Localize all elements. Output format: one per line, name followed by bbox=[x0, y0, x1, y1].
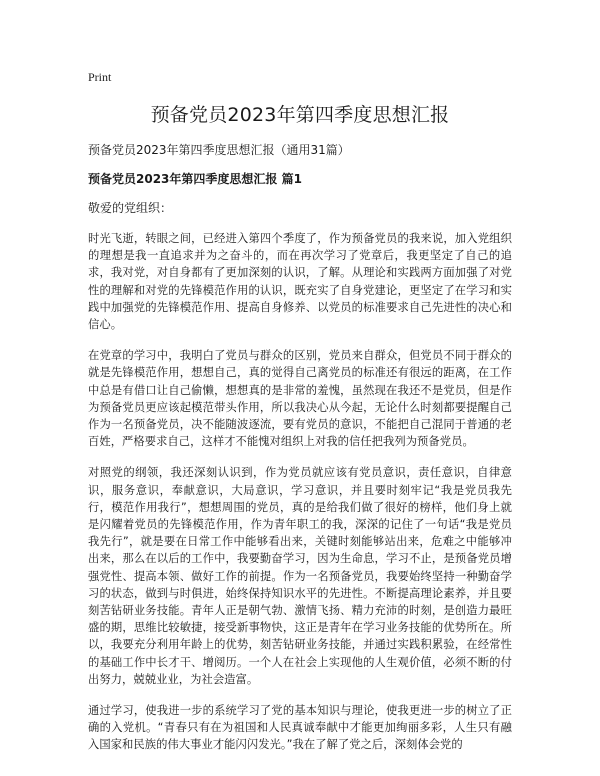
section-heading: 预备党员2023年第四季度思想汇报 篇1 bbox=[88, 172, 302, 186]
greeting-line: 敬爱的党组织： bbox=[88, 201, 173, 215]
body-paragraph: 在党章的学习中，我明白了党员与群众的区别，党员来自群众，但党员不同于群众的就是先锋模范作用，想想自己，真的觉得自己离党员的标准还有很远的距离，在工作中总是有借口让自己偷懒，想想真的是非常的羞愧，虽然现在我还不是党员，但是作为预备党员更应该起模范带头作用，所以我决心从今起，无论什么时刻都要提醒自己作为一名预备党员，决不能随波逐流，要有党员的意识，不能把自己混同于普通的老百姓，严格要求自己，这样才不能愧对组织上对我的信任把我列为预备党员。 bbox=[88, 349, 512, 449]
document-title: 预备党员2023年第四季度思想汇报 bbox=[150, 104, 450, 126]
body-paragraph: 时光飞逝，转眼之间，已经进入第四个季度了，作为预备党员的我来说，加入党组织的理想是我一直追求并为之奋斗的，而在再次学习了党章后，我更坚定了自己的追求，我对党，对自身都有了更加深刻的认识，了解。从理论和实践两方面加强了对党性的理解和对党的先锋模范作用的认识，既充实了自身党建论，更坚定了在学习和实践中加强党的先锋模范作用、提高自身修养、以党员的标准要求自己先进性的决心和信心。 bbox=[88, 232, 512, 332]
body-paragraph: 通过学习，使我进一步的系统学习了党的基本知识与理论，使我更进一步的树立了正确的入党机。“青春只有在为祖国和人民真诚奉献中才能更加绚丽多彩，人生只有融入国家和民族的伟大事业才能闪闪发光。”我在了解了党之后，深刻体会党的 bbox=[88, 704, 512, 752]
document-subtitle: 预备党员2023年第四季度思想汇报（通用31篇） bbox=[88, 143, 350, 157]
print-link[interactable]: Print bbox=[88, 70, 112, 84]
body-paragraph: 对照党的纲领，我还深刻认识到，作为党员就应该有党员意识，责任意识，自律意识，服务意识，奉献意识，大局意识，学习意识，并且要时刻牢记“我是党员我先行，模范作用我行”，想想周围的党员，真的是给我们做了很好的榜样，他们身上就是闪耀着党员的先锋模范作用，作为青年职工的我，深深的记住了一句话“我是党员我先行”，就是要在日常工作中能够看出来，关键时刻能够站出来，危难之中能够冲出来，那么在以后的工作中，我要勤奋学习，因为生命息，学习不止，是预备党员增强党性、提高本领、做好工作的前提。作为一名预备党员，我要始终坚持一种勤奋学习的状态，做到与时俱进，始终保持知识水平的先进性。不断提高理论素养，并且要刻苦钻研业务技能。青年人正是朝气勃、激情飞扬、精力充沛的时刻，是创造力最旺盛的期，思维比较敏捷，接受新事物快，这正是青年在学习业务技能的优势所在。所以，我要充分利用年龄上的优势，刻苦钻研业务技能，并通过实践积累验，在经常性的基础工作中长才干、增阅历。一个人在社会上实现他的人生观价值，必须不断的付出努力，兢兢业业，为社会造富。 bbox=[88, 466, 512, 686]
